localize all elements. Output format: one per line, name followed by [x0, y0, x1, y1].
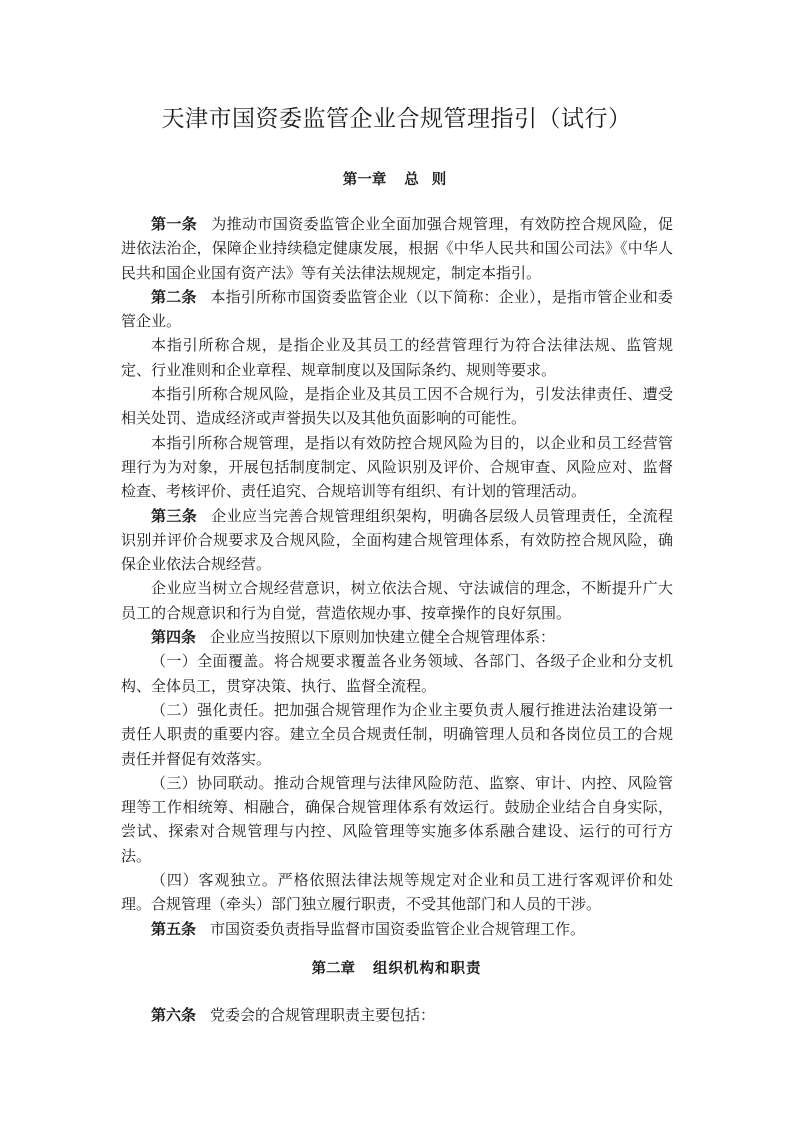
paragraph: 本指引所称合规管理，是指以有效防控合规风险为目的，以企业和员工经营管理行为为对象，开展包括制度制定、风险识别及评价、合规审查、风险应对、监督检查、考核评价、责任追究、合规培训等有组织、有计划的管理活动。	[121, 433, 673, 501]
chapter-number: 第一章	[342, 172, 387, 188]
list-item: （四）客观独立。严格依照法律法规等规定对企业和员工进行客观评价和处理。合规管理（牵头）部门独立履行职责，不受其他部门和人员的干涉。	[121, 871, 673, 914]
article-text: 为推动市国资委监管企业全面加强合规管理，有效防控合规风险，促进依法治企，保障企业持续稳定健康发展，根据《中华人民共和国公司法》《中华人民共和国企业国有资产法》等有关法律法规规定，制定本指引。	[121, 215, 673, 282]
article-text: 企业应当完善合规管理组织架构，明确各层级人员管理责任，全流程识别并评价合规要求及合规风险，全面构建合规管理体系，有效防控合规风险，确保企业依法合规经营。	[121, 506, 673, 574]
paragraph: 本指引所称合规，是指企业及其员工的经营管理行为符合法律法规、监管规定、行业准则和企业章程、规章制度以及国际条约、规则等要求。	[121, 336, 673, 379]
article-text: 市国资委负责指导监督市国资委监管企业合规管理工作。	[210, 919, 586, 938]
article-label: 第二条	[151, 287, 197, 306]
list-item: （二）强化责任。把加强合规管理作为企业主要负责人履行推进法治建设第一责任人职责的重要内容。建立全员合规责任制，明确管理人员和各岗位员工的合规责任并督促有效落实。	[121, 700, 673, 768]
article-label: 第六条	[151, 1006, 197, 1024]
list-item: （一）全面覆盖。将合规要求覆盖各业务领域、各部门、各级子企业和分支机构、全体员工，贯穿决策、执行、监督全流程。	[121, 652, 673, 695]
article-4	[121, 625, 673, 649]
article-2	[121, 285, 673, 334]
document-body	[121, 212, 673, 941]
chapter-name: 组织机构和职责	[373, 961, 482, 977]
article-5	[121, 917, 673, 941]
chapter-name: 总 则	[404, 172, 451, 188]
chapter-heading-2	[0, 957, 793, 978]
article-text: 党委会的合规管理职责主要包括：	[210, 1006, 436, 1024]
article-6	[121, 1003, 673, 1027]
article-1	[121, 212, 673, 285]
article-text: 企业应当按照以下原则加快建立健全合规管理体系：	[210, 628, 556, 647]
article-label: 第一条	[151, 215, 198, 233]
article-label: 第四条	[151, 628, 197, 647]
chapter-heading-1	[0, 168, 793, 189]
paragraph: 本指引所称合规风险，是指企业及其员工因不合规行为，引发法律责任、遭受相关处罚、造成经济或声誉损失以及其他负面影响的可能性。	[121, 385, 673, 428]
article-label: 第五条	[151, 919, 197, 938]
chapter-number: 第二章	[311, 961, 355, 977]
article-3	[121, 504, 673, 577]
list-item: （三）协同联动。推动合规管理与法律风险防范、监察、审计、内控、风险管理等工作相统筹、相融合，确保合规管理体系有效运行。鼓励企业结合自身实际，尝试、探索对合规管理与内控、风险管理等实施多体系融合建设、运行的可行方法。	[121, 773, 673, 865]
paragraph: 企业应当树立合规经营意识，树立依法合规、守法诚信的理念，不断提升广大员工的合规意识和行为自觉，营造依规办事、按章操作的良好氛围。	[121, 579, 673, 622]
document-title: 天津市国资委监管企业合规管理指引（试行）	[161, 106, 632, 132]
article-label: 第三条	[151, 506, 198, 525]
article-text: 本指引所称市国资委监管企业（以下简称：企业），是指市管企业和委管企业。	[121, 287, 673, 331]
